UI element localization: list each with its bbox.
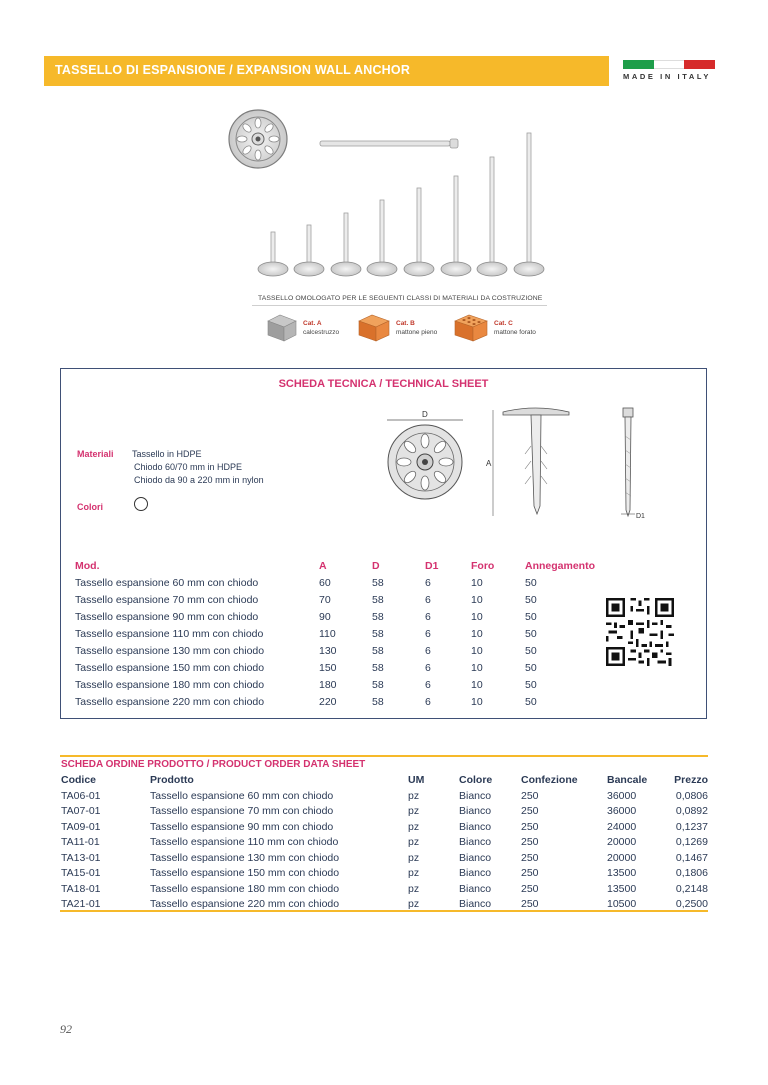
column-header: Colore	[459, 774, 493, 786]
table-cell: 0,1269	[675, 836, 708, 849]
table-cell: 10	[471, 610, 483, 623]
column-header: D	[372, 559, 380, 572]
table-cell: 36000	[607, 789, 637, 802]
column-header: A	[319, 559, 327, 572]
table-cell: 220	[319, 695, 337, 708]
table-cell: 50	[525, 644, 537, 657]
table-cell: 6	[425, 576, 431, 589]
table-cell: pz	[408, 789, 420, 802]
table-cell: Bianco	[459, 882, 492, 895]
table-cell: 36000	[607, 805, 637, 818]
white-color-swatch	[134, 497, 148, 511]
table-cell: 10	[471, 644, 483, 657]
table-cell: 6	[425, 627, 431, 640]
table-cell: 70	[319, 593, 331, 606]
table-cell: Tassello espansione 180 mm con chiodo	[150, 882, 340, 895]
anchor-dimension-diagram	[385, 406, 650, 521]
table-row	[61, 788, 708, 804]
table-cell: 250	[521, 851, 539, 864]
table-cell: 10	[471, 627, 483, 640]
table-row	[61, 866, 708, 882]
table-cell: 24000	[607, 820, 637, 833]
table-cell: 50	[525, 627, 537, 640]
table-cell: 6	[425, 644, 431, 657]
table-cell: Tassello espansione 180 mm con chiodo	[75, 678, 265, 691]
column-header: Prodotto	[150, 774, 194, 786]
table-cell: Tassello espansione 90 mm con chiodo	[75, 610, 259, 623]
column-header: Codice	[61, 774, 97, 786]
table-cell: 50	[525, 678, 537, 691]
table-row	[61, 881, 708, 897]
table-cell: 6	[425, 695, 431, 708]
table-cell: TA21-01	[61, 898, 101, 911]
table-cell: TA13-01	[61, 851, 101, 864]
order-table	[61, 772, 708, 912]
table-cell: Tassello espansione 60 mm con chiodo	[150, 789, 334, 802]
table-cell: Tassello espansione 150 mm con chiodo	[75, 661, 265, 674]
category-material: mattone forato	[494, 329, 536, 336]
spec-header-row	[75, 557, 605, 574]
table-cell: Tassello espansione 110 mm con chiodo	[150, 836, 339, 849]
table-cell: 13500	[607, 867, 637, 880]
table-cell: 0,2148	[675, 882, 708, 895]
category-label: Cat. C	[494, 320, 513, 327]
table-cell: pz	[408, 820, 420, 833]
table-cell: 50	[525, 610, 537, 623]
table-cell: Bianco	[459, 851, 492, 864]
hollow-brick-icon	[453, 313, 489, 343]
table-cell: 20000	[607, 851, 637, 864]
table-cell: TA07-01	[61, 805, 101, 818]
divider	[252, 305, 547, 306]
table-cell: 6	[425, 678, 431, 691]
table-cell: pz	[408, 898, 420, 911]
table-cell: 0,0892	[675, 805, 708, 818]
dimension-d1-label: D1	[636, 513, 645, 520]
table-cell: Bianco	[459, 867, 492, 880]
category-a	[266, 313, 339, 343]
spec-table	[75, 557, 605, 710]
table-cell: Tassello espansione 130 mm con chiodo	[75, 644, 265, 657]
table-cell: 0,0806	[675, 789, 708, 802]
table-cell: 250	[521, 836, 539, 849]
italian-flag-icon	[623, 60, 715, 69]
table-cell: 6	[425, 610, 431, 623]
table-row	[75, 574, 605, 591]
table-cell: 0,2500	[675, 898, 708, 911]
table-cell: 250	[521, 867, 539, 880]
table-row	[61, 850, 708, 866]
made-in-italy-label: MADE IN ITALY	[623, 72, 711, 81]
category-b	[357, 313, 437, 343]
table-cell: 110	[319, 627, 336, 640]
table-cell: 10	[471, 593, 483, 606]
table-cell: TA06-01	[61, 789, 101, 802]
table-cell: 60	[319, 576, 331, 589]
table-cell: 0,1467	[675, 851, 708, 864]
table-cell: 150	[319, 661, 337, 674]
column-header: Annegamento	[525, 559, 596, 572]
wall-anchor-product-icon	[225, 106, 555, 286]
column-header: Bancale	[607, 774, 648, 786]
table-cell: 50	[525, 576, 537, 589]
colors-label: Colori	[77, 502, 103, 512]
table-row	[75, 642, 605, 659]
table-cell: TA18-01	[61, 882, 101, 895]
table-row	[75, 693, 605, 710]
certification-caption: TASSELLO OMOLOGATO PER LE SEGUENTI CLASSI DI MATERIALI DA COSTRUZIONE	[258, 295, 543, 302]
page-title: TASSELLO DI ESPANSIONE / EXPANSION WALL ANCHOR	[55, 63, 411, 77]
table-cell: 20000	[607, 836, 637, 849]
table-cell: 58	[372, 695, 384, 708]
table-cell: pz	[408, 882, 420, 895]
table-cell: 10500	[607, 898, 637, 911]
table-cell: 10	[471, 695, 483, 708]
table-cell: Bianco	[459, 789, 492, 802]
table-cell: Tassello espansione 110 mm con chiodo	[75, 627, 264, 640]
table-cell: Tassello espansione 70 mm con chiodo	[150, 805, 334, 818]
table-cell: 50	[525, 695, 537, 708]
table-cell: Tassello espansione 150 mm con chiodo	[150, 867, 340, 880]
category-material: mattone pieno	[396, 329, 438, 336]
material-item: Chiodo da 90 a 220 mm in nylon	[134, 475, 264, 485]
category-label: Cat. B	[396, 320, 415, 327]
dimension-a-label: A	[486, 459, 492, 468]
technical-sheet-title: SCHEDA TECNICA / TECHNICAL SHEET	[278, 378, 489, 390]
table-cell: Tassello espansione 130 mm con chiodo	[150, 851, 340, 864]
page-number: 92	[60, 1022, 72, 1036]
qr-code-icon	[604, 598, 676, 666]
table-cell: 10	[471, 576, 483, 589]
column-header: Mod.	[75, 559, 100, 572]
table-cell: Bianco	[459, 820, 492, 833]
table-cell: Tassello espansione 90 mm con chiodo	[150, 820, 334, 833]
table-cell: 90	[319, 610, 331, 623]
material-item: Tassello in HDPE	[132, 449, 202, 459]
table-cell: 6	[425, 661, 431, 674]
table-cell: 250	[521, 898, 539, 911]
table-cell: Bianco	[459, 836, 492, 849]
table-cell: 13500	[607, 882, 637, 895]
table-cell: 58	[372, 627, 384, 640]
table-cell: 58	[372, 610, 384, 623]
category-c	[453, 313, 536, 343]
table-cell: 58	[372, 678, 384, 691]
table-row	[75, 676, 605, 693]
dimension-d-label: D	[422, 410, 428, 419]
order-sheet-title: SCHEDA ORDINE PRODOTTO / PRODUCT ORDER DATA SHEET	[61, 759, 366, 770]
column-header: UM	[408, 774, 425, 786]
table-cell: 50	[525, 661, 537, 674]
table-cell: Bianco	[459, 805, 492, 818]
table-cell: Tassello espansione 70 mm con chiodo	[75, 593, 259, 606]
table-row	[75, 659, 605, 676]
table-cell: pz	[408, 851, 420, 864]
table-row	[75, 608, 605, 625]
table-cell: Bianco	[459, 898, 492, 911]
table-cell: TA15-01	[61, 867, 101, 880]
table-cell: TA11-01	[61, 836, 100, 849]
table-cell: Tassello espansione 220 mm con chiodo	[75, 695, 265, 708]
table-row	[75, 625, 605, 642]
table-cell: 58	[372, 593, 384, 606]
table-cell: 6	[425, 593, 431, 606]
table-cell: 250	[521, 805, 539, 818]
table-cell: pz	[408, 867, 420, 880]
table-cell: pz	[408, 805, 420, 818]
order-header-row	[61, 772, 708, 788]
table-row	[75, 591, 605, 608]
table-cell: 250	[521, 882, 539, 895]
table-cell: 0,1237	[675, 820, 708, 833]
table-cell: 250	[521, 820, 539, 833]
table-cell: 58	[372, 576, 384, 589]
table-row	[61, 835, 708, 851]
column-header: D1	[425, 559, 439, 572]
table-row	[61, 819, 708, 835]
table-cell: pz	[408, 836, 420, 849]
table-cell: Tassello espansione 220 mm con chiodo	[150, 898, 340, 911]
table-cell: TA09-01	[61, 820, 101, 833]
table-cell: 10	[471, 661, 483, 674]
solid-brick-icon	[357, 313, 391, 343]
category-material: calcestruzzo	[303, 329, 340, 336]
table-cell: 180	[319, 678, 337, 691]
order-divider-top	[60, 755, 708, 757]
table-cell: 10	[471, 678, 483, 691]
column-header: Confezione	[521, 774, 578, 786]
table-cell: 58	[372, 661, 384, 674]
table-cell: 130	[319, 644, 337, 657]
table-cell: 250	[521, 789, 539, 802]
column-header: Foro	[471, 559, 495, 572]
order-divider-bottom	[60, 910, 708, 912]
table-row	[61, 804, 708, 820]
materials-label: Materiali	[77, 449, 114, 459]
materials-list	[132, 448, 264, 487]
material-item: Chiodo 60/70 mm in HDPE	[134, 462, 243, 472]
column-header: Prezzo	[674, 774, 708, 786]
category-label: Cat. A	[303, 320, 322, 327]
table-cell: 50	[525, 593, 537, 606]
table-cell: 0,1806	[675, 867, 708, 880]
concrete-block-icon	[266, 313, 298, 343]
table-cell: 58	[372, 644, 384, 657]
table-cell: Tassello espansione 60 mm con chiodo	[75, 576, 259, 589]
